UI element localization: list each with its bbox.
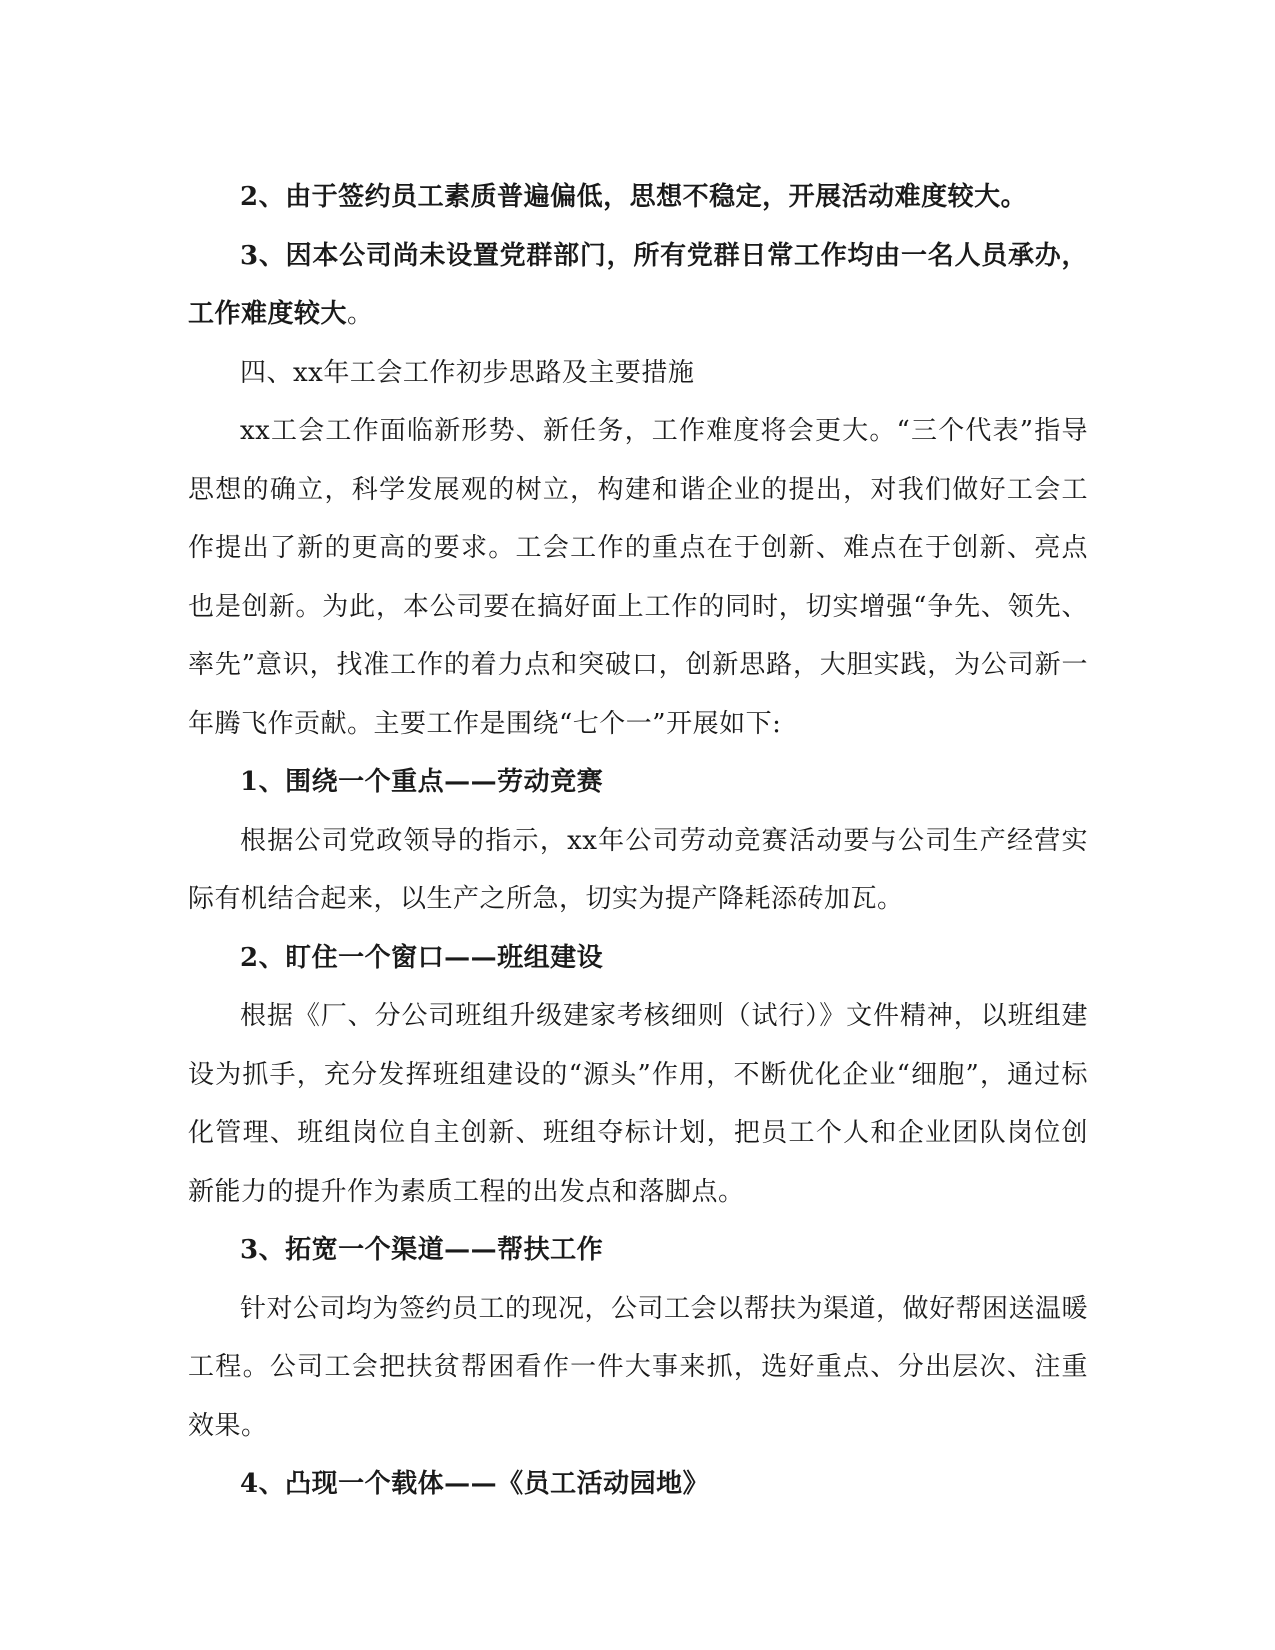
paragraph-assistance-work: 针对公司均为签约员工的现况，公司工会以帮扶为渠道，做好帮困送温暖工程。公司工会把扶贫帮困看作一件大事来抓，选好重点、分出层次、注重效果。 [188, 1293, 1089, 1441]
paragraph-team-building: 根据《厂、分公司班组升级建家考核细则（试行）》文件精神，以班组建设为抓手，充分发挥班组建设的“源头”作用，不断优化企业“细胞”，通过标化管理、班组岗位自主创新、班组夺标计划，把员工个人和企业团队岗位创新能力的提升作为素质工程的出发点和落脚点。 [188, 1001, 1088, 1207]
subheading-employee-activity: 4、凸现一个载体——《员工活动园地》 [240, 1469, 710, 1499]
paragraph-difficulty-3-tail: 。 [347, 299, 374, 329]
subheading-team-building: 2、盯住一个窗口——班组建设 [240, 942, 604, 973]
section-heading-four: 四、xx年工会工作初步思路及主要措施 [240, 357, 695, 388]
paragraph-overview: xx工会工作面临新形势、新任务，工作难度将会更大。“三个代表”指导思想的确立，科学发展观的树立，构建和谐企业的提出，对我们做好工会工作提出了新的更高的要求。工会工作的重点在于创新、难点在于创新、亮点也是创新。为此，本公司要在搞好面上工作的同时，切实增强“争先、领先、率先”意识，找准工作的着力点和突破口，创新思路，大胆实践，为公司新一年腾飞作贡献。主要工作是围绕“七个一”开展如下: [188, 416, 1088, 739]
paragraph-difficulty-3 [188, 227, 1088, 344]
paragraph-difficulty-2: 2、由于签约员工素质普遍偏低，思想不稳定，开展活动难度较大。 [240, 182, 1028, 212]
subheading-labor-competition: 1、围绕一个重点——劳动竞赛 [240, 767, 604, 797]
paragraph-difficulty-3-text: 3、因本公司尚未设置党群部门，所有党群日常工作均由一名人员承办，工作难度较大 [188, 240, 1088, 329]
subheading-assistance-work: 3、拓宽一个渠道——帮扶工作 [240, 1235, 604, 1265]
paragraph-labor-competition: 根据公司党政领导的指示，xx年公司劳动竞赛活动要与公司生产经营实际有机结合起来，以生产之所急，切实为提产降耗添砖加瓦。 [188, 825, 1088, 914]
document-body [188, 168, 1088, 1514]
